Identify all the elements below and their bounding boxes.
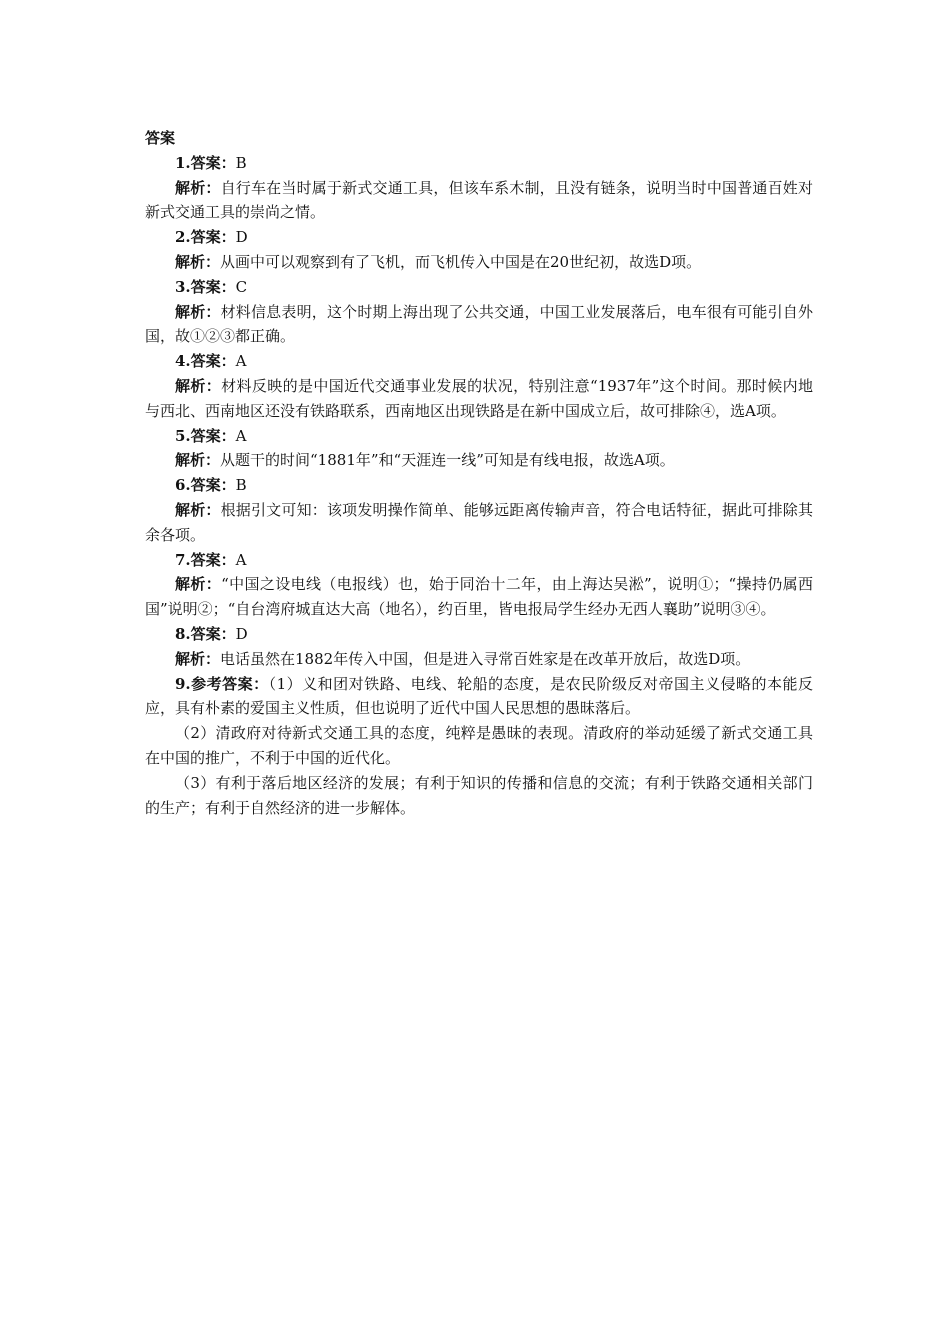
analysis-text: 电话虽然在1882年传入中国，但是进入寻常百姓家是在改革开放后，故选D项。: [220, 649, 751, 668]
answer-label: 3.答案：: [175, 277, 236, 296]
answer-label: 8.答案：: [175, 624, 236, 643]
analysis-line-7: [145, 572, 813, 622]
analysis-line-1: [145, 176, 813, 226]
analysis-line-5: [145, 448, 813, 473]
answer-line-3: [145, 275, 813, 300]
analysis-label: 解析：: [175, 302, 221, 321]
analysis-label: 解析：: [175, 649, 221, 668]
answer-line-4: [145, 349, 813, 374]
analysis-line-3: [145, 300, 813, 350]
analysis-text: 材料反映的是中国近代交通事业发展的状况，特别注意“1937年”这个时间。那时候内地与西北、西南地区还没有铁路联系，西南地区出现铁路是在新中国成立后，故可排除④，选A项。: [145, 376, 813, 420]
question-9-answer: [145, 672, 813, 821]
answer-line-7: [145, 548, 813, 573]
answer-value: A: [235, 352, 247, 371]
analysis-line-8: [145, 647, 813, 672]
q9-part-1-text: （1）义和团对铁路、电线、轮船的态度，是农民阶级反对帝国主义侵略的本能反应，具有朴素的爱国主义性质，但也说明了近代中国人民思想的愚昧落后。: [145, 674, 813, 718]
answer-value: B: [235, 476, 247, 495]
analysis-text: “中国之设电线（电报线）也，始于同治十二年，由上海达吴淞”，说明①；“操持仍属西国”说明②；“自台湾府城直达大高（地名），约百里，皆电报局学生经办无西人襄助”说明③④。: [145, 575, 813, 619]
q9-part-1: [145, 672, 813, 722]
analysis-text: 从画中可以观察到有了飞机，而飞机传入中国是在20世纪初，故选D项。: [220, 252, 702, 271]
answer-value: A: [235, 550, 247, 569]
answer-value: A: [235, 426, 247, 445]
answer-value: C: [235, 277, 248, 296]
analysis-label: 解析：: [175, 500, 221, 519]
answer-line-1: [145, 151, 813, 176]
answer-label: 4.答案：: [175, 352, 236, 371]
answer-label: 6.答案：: [175, 476, 236, 495]
answer-value: B: [235, 153, 247, 172]
answer-label: 2.答案：: [175, 228, 236, 247]
analysis-text: 材料信息表明，这个时期上海出现了公共交通，中国工业发展落后，电车很有可能引自外国，故①②③都正确。: [145, 302, 813, 346]
analysis-label: 解析：: [175, 575, 222, 594]
answer-value: D: [235, 624, 248, 643]
analysis-label: 解析：: [175, 178, 221, 197]
analysis-line-4: [145, 374, 813, 424]
analysis-line-6: [145, 498, 813, 548]
analysis-text: 自行车在当时属于新式交通工具，但该车系木制，且没有链条，说明当时中国普通百姓对新式交通工具的崇尚之情。: [145, 178, 813, 222]
answer-document: [145, 126, 813, 820]
q9-part-2: （2）清政府对待新式交通工具的态度，纯粹是愚昧的表现。清政府的举动延缓了新式交通工具在中国的推广，不利于中国的近代化。: [145, 724, 813, 767]
section-heading: 答案: [145, 129, 176, 147]
q9-label: 9.参考答案：: [175, 674, 269, 693]
answer-line-5: [145, 424, 813, 449]
answer-label: 1.答案：: [175, 153, 236, 172]
answer-label: 7.答案：: [175, 550, 236, 569]
analysis-text: 根据引文可知：该项发明操作简单、能够远距离传输声音，符合电话特征，据此可排除其余各项。: [145, 500, 813, 544]
q9-part-3: （3）有利于落后地区经济的发展；有利于知识的传播和信息的交流；有利于铁路交通相关部门的生产；有利于自然经济的进一步解体。: [145, 773, 813, 817]
analysis-text: 从题干的时间“1881年”和“天涯连一线”可知是有线电报，故选A项。: [220, 451, 675, 470]
analysis-label: 解析：: [175, 451, 221, 470]
analysis-line-2: [145, 250, 813, 275]
answer-value: D: [235, 228, 248, 247]
answer-label: 5.答案：: [175, 426, 236, 445]
analysis-label: 解析：: [175, 252, 221, 271]
answer-line-8: [145, 622, 813, 647]
analysis-label: 解析：: [175, 376, 222, 395]
answer-list: [145, 151, 813, 672]
answer-line-6: [145, 473, 813, 498]
answer-line-2: [145, 225, 813, 250]
